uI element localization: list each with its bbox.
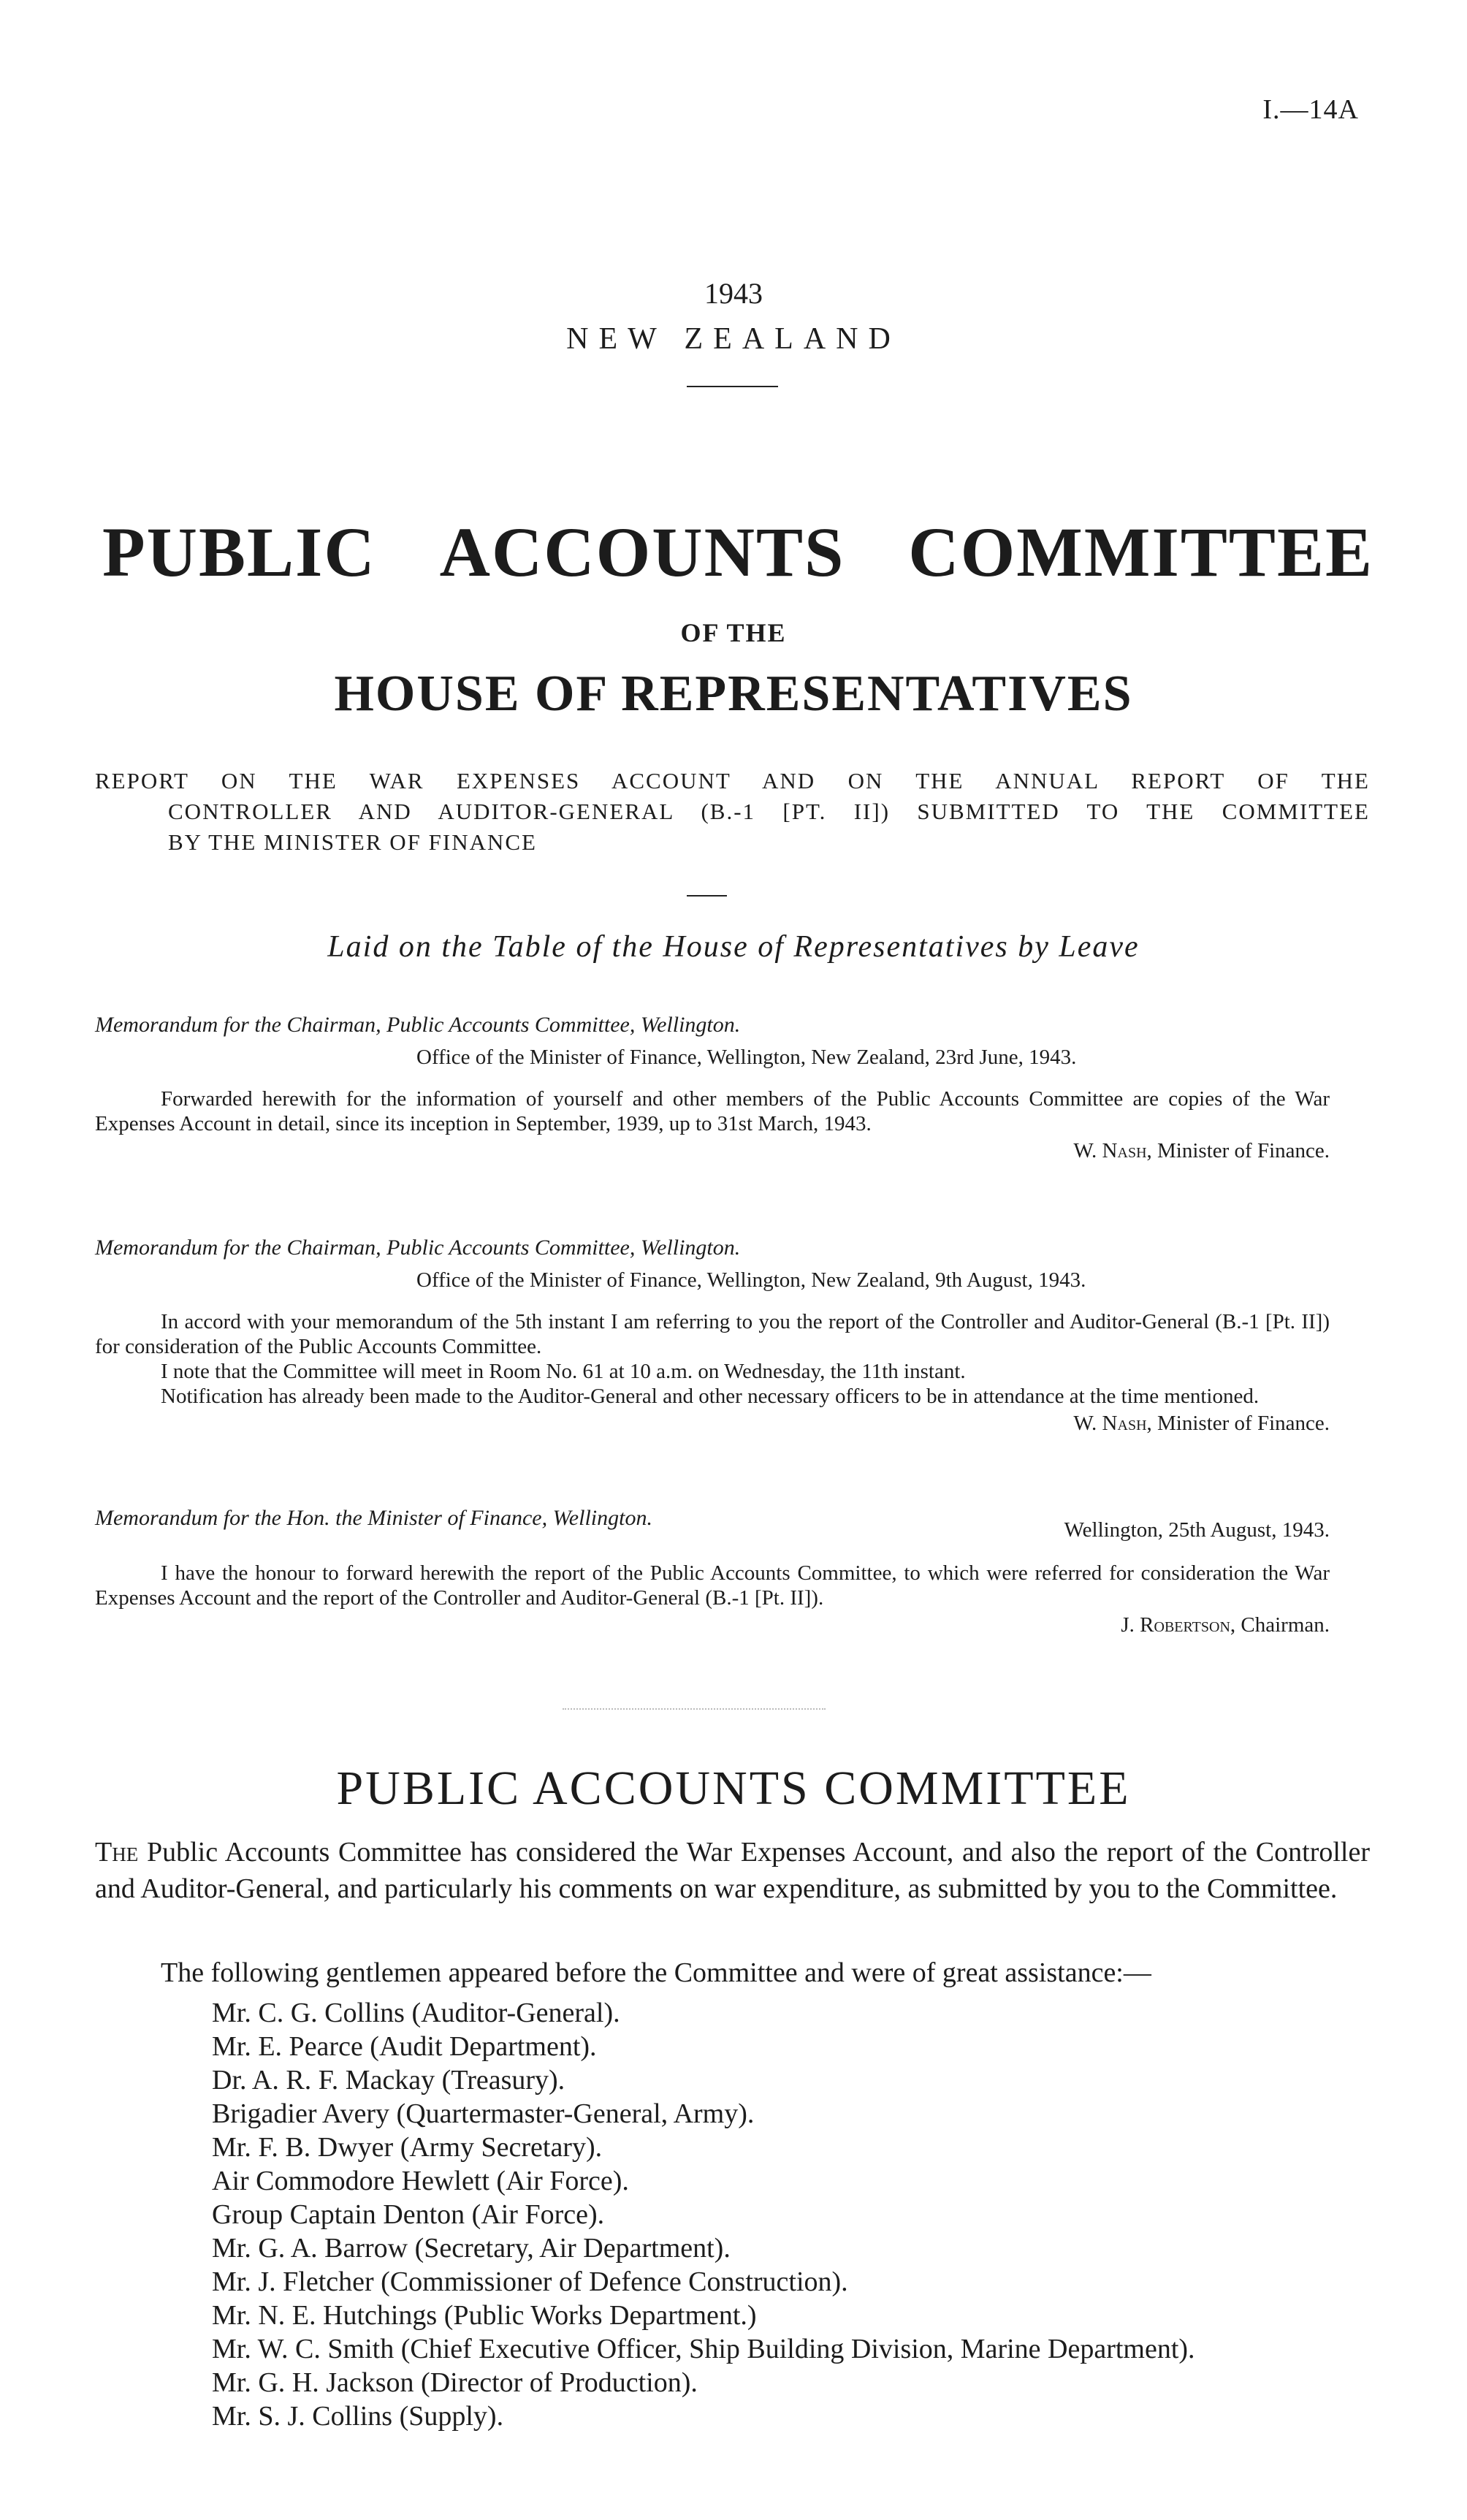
memo-office: Office of the Minister of Finance, Wellington, New Zealand, 23rd June, 1943. bbox=[416, 1046, 1077, 1069]
divider bbox=[687, 895, 727, 897]
list-item: Dr. A. R. F. Mackay (Treasury). bbox=[212, 2065, 565, 2095]
memo-heading: Memorandum for the Chairman, Public Accounts Committee, Wellington. bbox=[95, 1013, 741, 1037]
list-item: Mr. F. B. Dwyer (Army Secretary). bbox=[212, 2132, 603, 2163]
intro-first-word: The bbox=[95, 1837, 139, 1868]
memo-body: I note that the Committee will meet in Room No. 61 at 10 a.m. on Wednesday, the 11th instant. bbox=[161, 1360, 966, 1383]
intro-paragraph bbox=[95, 1834, 1370, 1907]
memo-office: Wellington, 25th August, 1943. bbox=[1064, 1518, 1330, 1542]
signatory: W. Nash, bbox=[1073, 1139, 1152, 1162]
main-title bbox=[102, 511, 1373, 593]
memo-heading: Memorandum for the Chairman, Public Accounts Committee, Wellington. bbox=[95, 1236, 741, 1260]
memorandum-2 bbox=[95, 1235, 1330, 1436]
divider bbox=[687, 386, 778, 387]
title-word: PUBLIC bbox=[102, 513, 376, 591]
list-item: Mr. G. H. Jackson (Director of Production). bbox=[212, 2367, 698, 2398]
list-item: Mr. J. Fletcher (Commissioner of Defence Construction). bbox=[212, 2266, 848, 2297]
memo-body: I have the honour to forward herewith the report of the Public Accounts Committee, to which were referred for consideration the War Expenses Account and the report of the Controller and Auditor-General (B.-1 [Pt. II]). bbox=[95, 1561, 1330, 1610]
title-word: COMMITTEE bbox=[908, 513, 1373, 591]
list-item: Air Commodore Hewlett (Air Force). bbox=[212, 2166, 629, 2196]
laid-on-table: Laid on the Table of the House of Representatives by Leave bbox=[327, 930, 1140, 964]
list-item: Mr. W. C. Smith (Chief Executive Officer, Ship Building Division, Marine Department). bbox=[212, 2334, 1195, 2364]
memo-body: Notification has already been made to the Auditor-General and other necessary officers to be in attendance at the time mentioned. bbox=[161, 1385, 1260, 1408]
memo-signature bbox=[95, 1410, 1330, 1436]
report-line: CONTROLLER AND AUDITOR-GENERAL (B.-1 [PT. II]) SUBMITTED TO THE COMMITTEE bbox=[168, 799, 1370, 824]
intro-text: Public Accounts Committee has considered the War Expenses Account, and also the report of the Controller and Auditor-General, and particularly his comments on war expenditure, as submitted by you to the Committee. bbox=[95, 1837, 1371, 1904]
memorandum-1 bbox=[95, 1012, 1330, 1164]
title-word: ACCOUNTS bbox=[439, 513, 845, 591]
memo-heading-row bbox=[95, 1505, 1330, 1542]
signatory-title: Minister of Finance. bbox=[1157, 1412, 1330, 1435]
country: NEW ZEALAND bbox=[566, 322, 901, 356]
memo-signature bbox=[95, 1612, 1330, 1638]
signatory-title: Minister of Finance. bbox=[1157, 1139, 1330, 1162]
memo-heading: Memorandum for the Hon. the Minister of Finance, Wellington. bbox=[95, 1506, 652, 1530]
list-item: Group Captain Denton (Air Force). bbox=[212, 2199, 605, 2230]
following-line: The following gentlemen appeared before the Committee and were of great assistance:— bbox=[161, 1957, 1151, 1988]
memorandum-3 bbox=[95, 1505, 1330, 1638]
year: 1943 bbox=[704, 277, 763, 310]
page-reference: I.—14A bbox=[1262, 94, 1359, 125]
of-the-heading: OF THE bbox=[680, 618, 787, 647]
list-item: Mr. S. J. Collins (Supply). bbox=[212, 2401, 504, 2432]
list-item: Mr. G. A. Barrow (Secretary, Air Department). bbox=[212, 2233, 731, 2264]
report-description bbox=[95, 766, 1370, 858]
report-line: BY THE MINISTER OF FINANCE bbox=[168, 829, 537, 855]
house-heading: HOUSE OF REPRESENTATIVES bbox=[334, 666, 1133, 722]
divider bbox=[563, 1708, 826, 1710]
signatory-title: Chairman. bbox=[1241, 1613, 1330, 1637]
signatory: W. Nash, bbox=[1073, 1412, 1152, 1435]
list-item: Mr. N. E. Hutchings (Public Works Department.) bbox=[212, 2300, 757, 2331]
list-item: Brigadier Avery (Quartermaster-General, Army). bbox=[212, 2098, 755, 2129]
persons-list bbox=[212, 1996, 1370, 2433]
signatory: J. Robertson, bbox=[1121, 1613, 1236, 1637]
report-line: REPORT ON THE WAR EXPENSES ACCOUNT AND ON THE ANNUAL REPORT OF THE bbox=[95, 768, 1370, 793]
memo-body: Forwarded herewith for the information of yourself and other members of the Public Accounts Committee are copies of the War Expenses Account in detail, since its inception in September, 1939, up to 31st March, 1943. bbox=[95, 1087, 1330, 1135]
list-item: Mr. C. G. Collins (Auditor-General). bbox=[212, 1998, 620, 2028]
list-item: Mr. E. Pearce (Audit Department). bbox=[212, 2031, 597, 2062]
section-title: PUBLIC ACCOUNTS COMMITTEE bbox=[336, 1762, 1131, 1815]
memo-office: Office of the Minister of Finance, Wellington, New Zealand, 9th August, 1943. bbox=[416, 1268, 1086, 1292]
memo-body: In accord with your memorandum of the 5th instant I am referring to you the report of the Controller and Auditor-General (B.-1 [Pt. II]) for consideration of the Public Accounts Committee. bbox=[95, 1310, 1330, 1358]
memo-signature bbox=[95, 1138, 1330, 1164]
